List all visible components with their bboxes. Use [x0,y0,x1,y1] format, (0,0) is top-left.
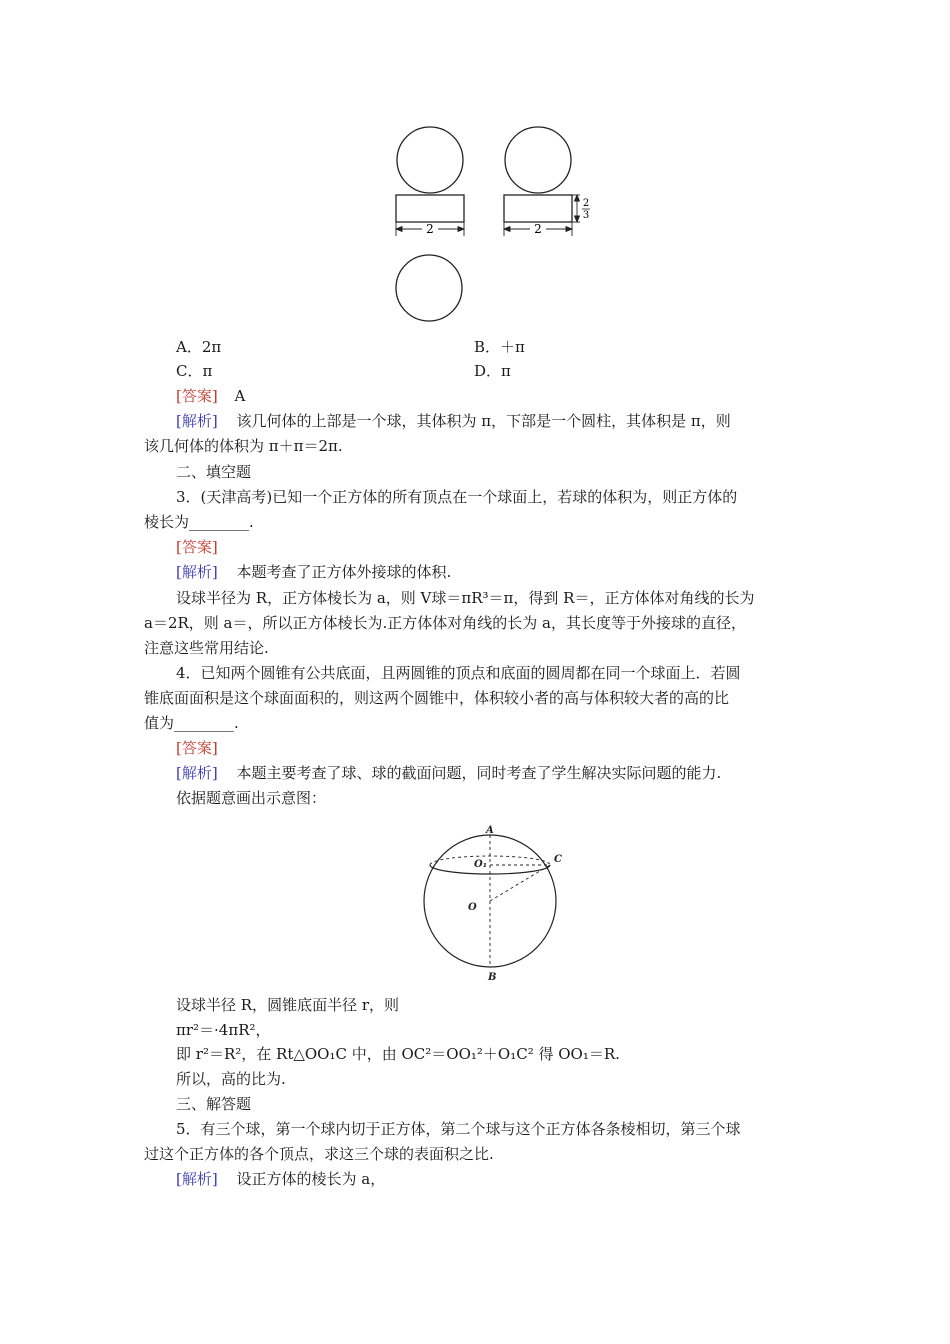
q5-line1: 5．有三个球，第一个球内切于正方体，第二个球与这个正方体各条棱相切，第三个球 [176,1120,741,1138]
analysis-tag: [解析] [176,563,218,581]
q3-sol3: 注意这些常用结论. [144,639,269,657]
q4-sol4: 所以，高的比为. [176,1070,286,1088]
front-view-sphere [397,127,463,193]
q3-answer-tag: [答案] [176,538,218,556]
q4-answer-tag: [答案] [176,739,218,757]
height-label-num: 2 [582,198,590,209]
sphere-cone-figure [418,822,578,984]
height-label-den: 3 [582,210,590,221]
analysis-tag: [解析] [176,764,218,782]
option-d: D．π [474,362,511,380]
q2-answer-row [176,385,245,407]
analysis-text: 设正方体的棱长为 a， [236,1170,386,1188]
side-width-label: 2 [534,222,542,236]
q4-sol0: 依据题意画出示意图： [176,789,327,807]
analysis-tag: [解析] [176,412,218,430]
side-view-sphere [505,127,571,193]
q2-analysis-row [176,410,731,432]
side-view-cylinder [504,195,572,222]
q3-analysis-row [176,561,451,583]
front-view-cylinder [396,195,464,222]
answer-value: A [234,387,246,405]
label-o: O [468,902,477,913]
q5-line2: 过这个正方体的各个顶点，求这三个球的表面积之比. [144,1145,494,1163]
q4-line3: 值为________. [144,714,239,732]
three-view-figure [380,118,620,333]
section-fill-in: 二、填空题 [176,463,252,481]
analysis-text: 本题考查了正方体外接球的体积. [236,563,452,581]
q4-sol1: 设球半径 R，圆锥底面半径 r，则 [176,996,400,1014]
analysis-tag: [解析] [176,1170,218,1188]
label-o1: O₁ [474,859,488,870]
q3-sol1: 设球半径为 R，正方体棱长为 a，则 V球＝πR³＝π，得到 R＝，正方体体对角线的长为 [176,589,755,607]
q2-analysis-line2: 该几何体的体积为 π＋π＝2π. [144,437,343,455]
label-a: A [486,825,494,836]
answer-tag: [答案] [176,387,218,405]
q4-analysis-row [176,762,721,784]
label-c: C [554,854,562,865]
analysis-text: 该几何体的上部是一个球，其体积为 π，下部是一个圆柱，其体积是 π，则 [236,412,731,430]
q4-line1: 4．已知两个圆锥有公共底面，且两圆锥的顶点和底面的圆周都在同一个球面上．若圆 [176,664,741,682]
q4-sol3: 即 r²＝R²，在 Rt△OO₁C 中，由 OC²＝OO₁²＋O₁C² 得 OO₁＝R. [176,1045,620,1063]
section-answer: 三、解答题 [176,1095,252,1113]
q3-line2: 棱长为________. [144,513,254,531]
analysis-text: 本题主要考查了球、球的截面问题，同时考查了学生解决实际问题的能力. [236,764,722,782]
q4-line2: 锥底面面积是这个球面面积的，则这两个圆锥中，体积较小者的高与体积较大者的高的比 [144,689,730,707]
radius-o-c [490,865,550,901]
label-b: B [488,972,497,983]
front-width-label: 2 [426,222,434,236]
q4-sol2: πr²＝·4πR²， [176,1021,271,1039]
q3-sol2: a＝2R，则 a＝，所以正方体棱长为.正方体体对角线的长为 a，其长度等于外接球的直径， [144,614,746,632]
option-b: B．＋π [474,338,525,356]
q5-analysis-row [176,1168,385,1190]
q3-line1: 3．(天津高考)已知一个正方体的所有顶点在一个球面上，若球的体积为，则正方体的 [176,488,738,506]
option-c: C．π [176,362,213,380]
option-a: A．2π [176,338,222,356]
top-view-circle [396,255,462,321]
